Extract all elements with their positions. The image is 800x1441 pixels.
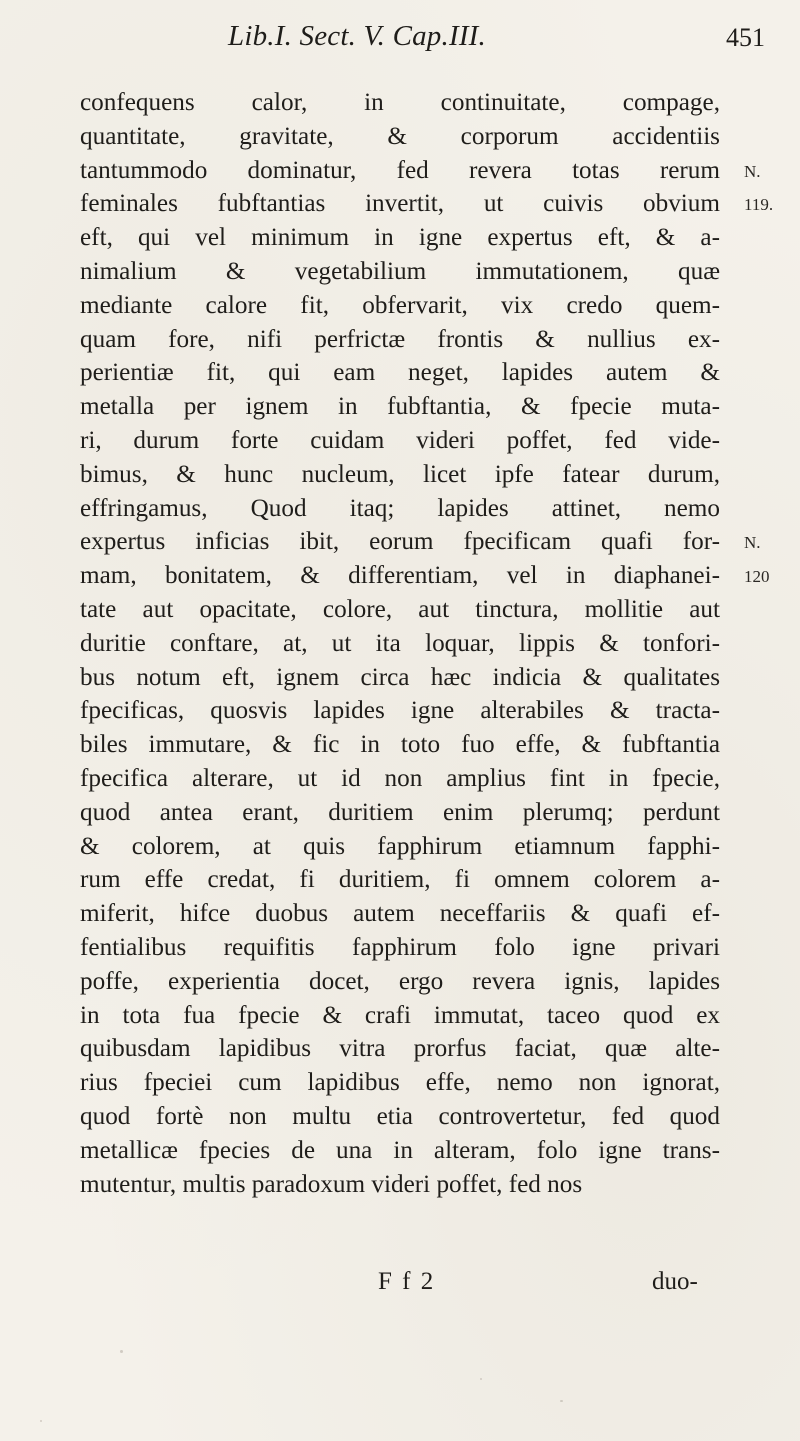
page-header	[0, 18, 800, 68]
text-line: effringamus, Quod itaq; lapides attinet, nemo	[80, 494, 720, 522]
text-line: & colorem, at quis fapphirum etiamnum fapphi-	[80, 832, 720, 860]
text-line: metalla per ignem in fubftantia, & fpecie muta-	[80, 393, 720, 421]
text-line: perientiæ fit, qui eam neget, lapides autem &	[80, 359, 720, 387]
text-line: mutentur, multis paradoxum videri poffet, fed nos	[80, 1170, 583, 1198]
text-line: fpecificas, quosvis lapides igne alterabiles & tracta-	[80, 697, 720, 725]
margin-note: N.	[744, 161, 761, 181]
margin-note: N.	[744, 533, 761, 553]
text-line: quantitate, gravitate, & corporum accidentiis	[80, 122, 720, 150]
text-line: confequens calor, in continuitate, compage,	[80, 89, 720, 116]
page-footer	[0, 1268, 800, 1308]
text-line: duritie conftare, at, ut ita loquar, lippis & tonfori-	[80, 629, 720, 657]
body-text	[80, 86, 720, 1201]
text-line: mam, bonitatem, & differentiam, vel in diaphanei-	[80, 562, 720, 590]
text-line: in tota fua fpecie & crafi immutat, taceo quod ex	[80, 1001, 720, 1029]
text-line: rum effe credat, fi duritiem, fi omnem colorem a-	[80, 866, 720, 894]
margin-note: 120	[744, 567, 770, 587]
text-line: quod antea erant, duritiem enim plerumq; perdunt	[80, 798, 720, 826]
text-line: bus notum eft, ignem circa hæc indicia & qualitates	[80, 663, 720, 691]
text-line: mediante calore fit, obfervarit, vix credo quem-	[80, 291, 720, 319]
text-line: nimalium & vegetabilium immutationem, quæ	[80, 257, 720, 285]
text-line: tate aut opacitate, colore, aut tinctura, mollitie aut	[80, 595, 720, 623]
text-line: poffe, experientia docet, ergo revera ignis, lapides	[80, 967, 720, 995]
text-line: biles immutare, & fic in toto fuo effe, & fubftantia	[80, 731, 720, 759]
text-line: fpecifica alterare, ut id non amplius fint in fpecie,	[80, 764, 720, 792]
running-head: Lib.I. Sect. V. Cap.III.	[228, 20, 486, 52]
text-line: bimus, & hunc nucleum, licet ipfe fatear durum,	[80, 460, 720, 488]
text-line: metallicæ fpecies de una in alteram, folo igne trans-	[80, 1136, 720, 1164]
catchword: duo-	[652, 1268, 698, 1295]
margin-note: 119.	[744, 195, 774, 215]
text-line: eft, qui vel minimum in igne expertus eft, & a-	[80, 224, 720, 252]
text-line: miferit, hifce duobus autem neceffariis & quafi ef-	[80, 900, 720, 928]
text-line: feminales fubftantias invertit, ut cuivis obvium	[80, 190, 720, 218]
text-line: rius fpeciei cum lapidibus effe, nemo non ignorat,	[80, 1069, 720, 1097]
signature-mark: F f 2	[378, 1268, 436, 1295]
text-line: quibusdam lapidibus vitra prorfus faciat, quæ alte-	[80, 1035, 720, 1063]
text-line: quam fore, nifi perfrictæ frontis & nullius ex-	[80, 325, 720, 353]
text-line: tantummodo dominatur, fed revera totas rerum	[80, 156, 720, 184]
text-line: quod fortè non multu etia controvertetur, fed quod	[80, 1102, 720, 1130]
text-line: ri, durum forte cuidam videri poffet, fed vide-	[80, 426, 720, 454]
text-line: expertus inficias ibit, eorum fpecificam quafi for-	[80, 528, 720, 556]
page-number: 451	[726, 23, 765, 52]
text-line: fentialibus requifitis fapphirum folo igne privari	[80, 933, 720, 961]
